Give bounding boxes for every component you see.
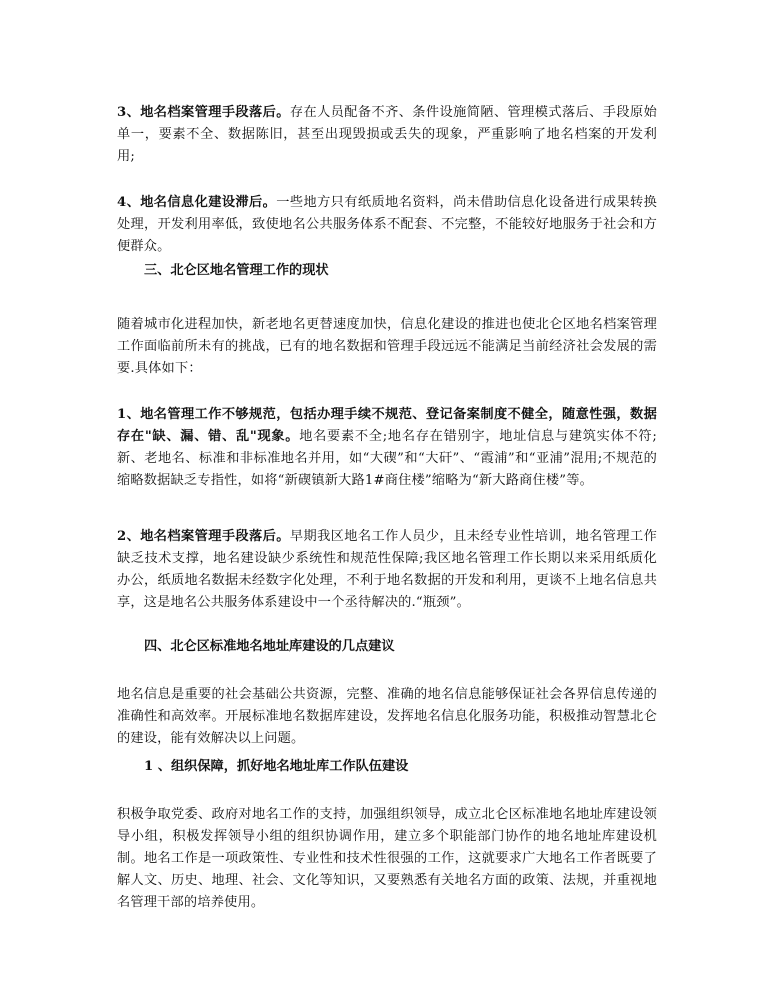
paragraph-suggestions-intro: 地名信息是重要的社会基础公共资源，完整、准确的地名信息能够保证社会各界信息传递的准确性和高效率。开展标准地名数据库建设，发挥地名信息化服务功能，积极推动智慧北仑的建设，能有效解决以上问题。 <box>117 687 657 746</box>
paragraph-current-status-intro: 随着城市化进程加快，新老地名更替速度加快，信息化建设的推进也使北仑区地名档案管理工作面临前所未有的挑战，已有的地名数据和管理手段远远不能满足当前经济社会发展的需要.具体如下： <box>117 317 657 376</box>
paragraph-body: 地名要素不全;地名存在错别字，地址信息与建筑实体不符;新、老地名、标准和非标准地名并用，如“大碶”和“大矸”、“霞浦”和“亚浦”混用;不规范的缩略数据缺乏专指性，如将“新碶镇新大路1#商住楼”缩略为“新大路商住楼”等。 <box>117 429 657 488</box>
paragraph-body: 早期我区地名工作人员少，且未经专业性培训，地名管理工作缺乏技术支撑，地名建设缺少系统性和规范性保障;我区地名管理工作长期以来采用纸质化办公，纸质地名数据未经数字化处理，不利于地名数据的开发和利用，更谈不上地名信息共享，这是地名公共服务体系建设中一个丞待解决的.“瓶颈”。 <box>117 529 657 610</box>
subsection-heading-organization: 1 、组织保障，抓好地名地址库工作队伍建设 <box>144 759 409 774</box>
paragraph-lead: 4、地名信息化建设滞后。 <box>117 195 277 210</box>
section-heading-suggestions: 四、北仑区标准地名地址库建设的几点建议 <box>144 639 395 654</box>
paragraph-organization-guarantee: 积极争取党委、政府对地名工作的支持，加强组织领导，成立北仑区标准地名地址库建设领导小组，积极发挥领导小组的组织协调作用，建立多个职能部门协作的地名地址库建设机制。地名工作是一项政策性、专业性和技术性很强的工作，这就要求广大地名工作者既要了解人文、历史、地理、社会、文化等知识，又要熟悉有关地名方面的政策、法规，并重视地名管理干部的培养使用。 <box>117 807 657 910</box>
paragraph-informatization-lag <box>117 192 657 258</box>
section-heading-current-status: 三、北仑区地名管理工作的现状 <box>144 263 329 278</box>
paragraph-lead: 1、地名管理工作不够规范，包括办理手续不规范、登记备案制度不健全，随意性强，数据存在"缺、漏、错、乱"现象。 <box>117 407 657 444</box>
paragraph-body: 存在人员配备不齐、条件设施简陋、管理模式落后、手段原始单一，要素不全、数据陈旧，甚至出现毁损或丢失的现象，严重影响了地名档案的开发利用; <box>117 105 657 164</box>
paragraph-archive-means-lag <box>117 526 657 614</box>
paragraph-lead: 2、地名档案管理手段落后。 <box>117 529 290 544</box>
paragraph-lead: 3、地名档案管理手段落后。 <box>117 105 290 120</box>
paragraph-archive-management-lag <box>117 102 657 168</box>
paragraph-body: 一些地方只有纸质地名资料，尚未借助信息化设备进行成果转换处理，开发利用率低，致使地名公共服务体系不配套、不完整，不能较好地服务于社会和方便群众。 <box>117 195 657 254</box>
paragraph-management-not-standard <box>117 404 657 492</box>
